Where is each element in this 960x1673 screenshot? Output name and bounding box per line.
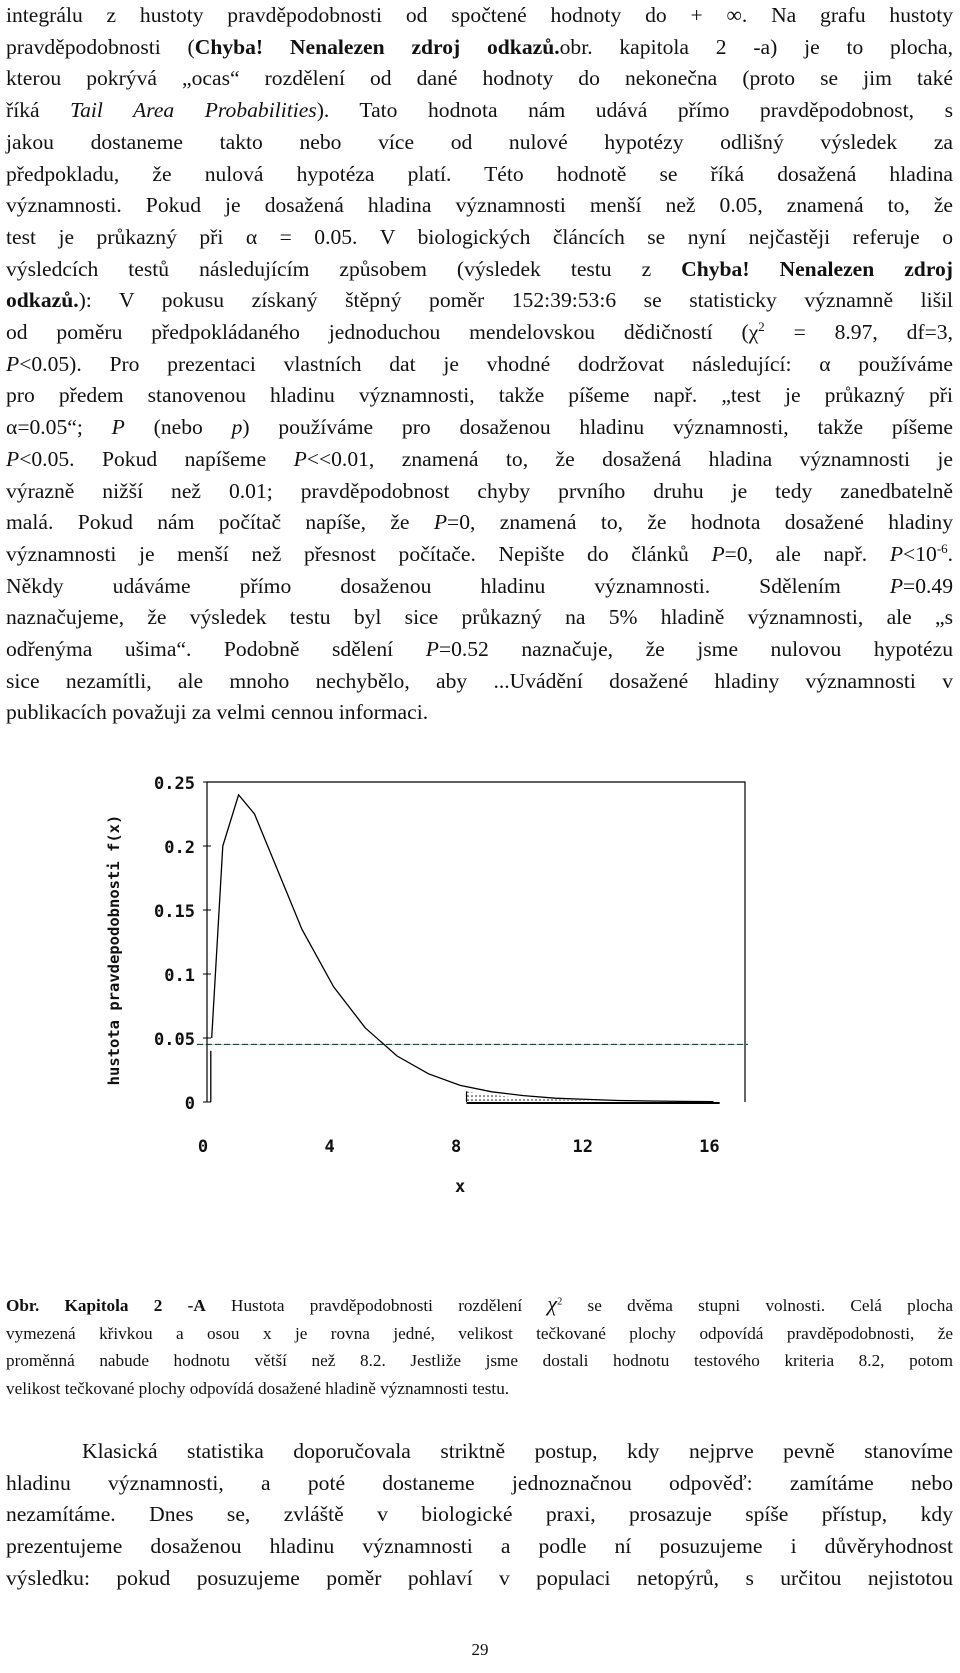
text-run: říká	[6, 98, 71, 123]
x-tick-label: 8	[451, 1137, 462, 1157]
caption-line: velikost tečkované plochy odpovídá dosažené hladině významnosti testu.	[6, 1378, 510, 1398]
text-run: publikacích považuji za velmi cennou informaci.	[6, 700, 429, 725]
text-line	[6, 32, 953, 64]
text-line	[6, 634, 953, 666]
chi-square-density-chart	[95, 774, 805, 1270]
y-tick-label: 0.25	[154, 774, 195, 794]
text-line: výsledku: pokud posuzujeme poměr pohlaví v populaci netopýrů, s určitou nejistotou	[6, 1565, 953, 1590]
text-run: .	[947, 541, 954, 566]
text-run: naznačujeme, že výsledek testu byl sice průkazný na 5% hladině významnosti, ale „s	[6, 605, 953, 630]
text-line	[6, 159, 953, 191]
caption-label: Obr. Kapitola 2 -A	[6, 1296, 206, 1315]
text-run: ). Tato hodnota nám udává přímo pravděpodobnost, s	[316, 98, 953, 123]
italic-symbol: P	[425, 637, 439, 662]
text-run: (nebo	[124, 415, 232, 440]
y-tick-label: 0.2	[164, 838, 195, 858]
text-line	[6, 697, 953, 729]
text-run: <<0.01, znamená to, že dosažená hladina významnosti je	[306, 446, 953, 471]
figure-caption	[6, 1290, 953, 1402]
text-line	[6, 222, 953, 254]
caption-line: proměnná nabude hodnotu větší než 8.2. Jestliže jsme dostali hodnotu testového kriteria 8.2, potom	[6, 1351, 953, 1371]
text-line	[6, 571, 953, 603]
text-run: ) používáme pro dosaženou hladinu významnosti, takže píšeme	[242, 415, 953, 440]
text-run: =0.52 naznačuje, že jsme nulovou hypotézu	[438, 637, 953, 662]
text-line	[6, 349, 953, 381]
text-line: hladinu významnosti, a poté dostaneme jednoznačnou odpověď: zamítáme nebo	[6, 1470, 953, 1495]
text-line	[6, 507, 953, 539]
text-line	[6, 412, 953, 444]
text-line: nezamítáme. Dnes se, zvláště v biologické praxi, prosazuje spíše přístup, kdy	[6, 1502, 953, 1527]
italic-symbol: P	[889, 541, 904, 566]
italic-symbol: P	[6, 446, 20, 471]
text-line	[6, 63, 953, 95]
y-axis-label: hustota pravdepodobnosti f(x)	[105, 814, 123, 1086]
text-run: =0, ale např.	[724, 541, 890, 566]
superscript: -6	[936, 540, 948, 556]
text-line	[6, 380, 953, 412]
text-line	[6, 0, 953, 32]
superscript: 2	[758, 318, 765, 334]
x-tick-label: 16	[699, 1137, 720, 1157]
y-tick-label: 0.05	[154, 1030, 195, 1050]
italic-symbol: P	[6, 351, 20, 376]
text-run: sice nezamítli, ale mnoho nechybělo, aby ...Uvádění dosažené hladiny významnosti v	[6, 668, 953, 693]
italic-term: Tail Area Probabilities	[70, 98, 317, 123]
text-run: jakou dostaneme takto nebo více od nulové hypotézy odlišný výsledek za	[6, 129, 953, 154]
text-line: Klasická statistika doporučovala striktně postup, kdy nejprve pevně stanovíme	[82, 1439, 953, 1463]
body-paragraph-1	[6, 0, 953, 729]
broken-reference-error: Chyba! Nenalezen zdroj odkazů.	[194, 34, 560, 59]
caption-line	[6, 1290, 953, 1320]
italic-symbol: p	[231, 415, 243, 440]
text-line	[6, 602, 953, 634]
text-run: výsledcích testů následujícím způsobem (výsledek testu z	[6, 256, 682, 281]
y-tick-label: 0.15	[154, 902, 195, 922]
text-run: = 8.97, df=3,	[764, 320, 953, 345]
text-run: kterou pokrývá „ocas“ rozdělení od dané hodnoty do nekonečna (proto se jim také	[6, 66, 953, 91]
broken-reference-error: Chyba! Nenalezen zdroj	[681, 256, 954, 281]
italic-symbol: P	[889, 573, 904, 598]
text-run: pro předem stanovenou hladinu významnosti, takže píšeme např. „test je průkazný při	[6, 383, 953, 408]
text-line	[6, 190, 953, 222]
text-run: od poměru předpokládaného jednoduchou mendelovskou dědičností (χ	[6, 320, 759, 345]
text-run: test je průkazný při α = 0.05. V biologických článcích se nyní nejčastěji referuje o	[6, 224, 953, 249]
body-paragraph-2	[6, 1436, 953, 1595]
x-tick-label: 0	[197, 1137, 209, 1157]
y-tick-label: 0.1	[164, 966, 195, 986]
text-run: významnosti. Pokud je dosažená hladina významnosti menší než 0.05, znamená to, že	[6, 193, 953, 218]
text-run: <0.05). Pro prezentaci vlastních dat je vhodné dodržovat následující: α používáme	[19, 351, 953, 376]
text-run: významnosti je menší než přesnost počítače. Nepište do článků	[6, 541, 712, 566]
italic-symbol: P	[433, 510, 448, 535]
text-run: Někdy udáváme přímo dosaženou hladinu významnosti. Sdělením	[6, 573, 890, 598]
text-run: =0, znamená to, že hodnota dosažené hladiny	[447, 510, 953, 535]
text-run: integrálu z hustoty pravděpodobnosti od spočtené hodnoty do + ∞. Na grafu hustoty	[6, 3, 953, 27]
text-run: =0.49	[903, 573, 953, 598]
text-line	[6, 539, 953, 571]
chi-symbol: χ	[547, 1291, 558, 1316]
x-tick-label: 12	[572, 1137, 594, 1157]
y-tick-label: 0	[184, 1094, 195, 1114]
text-run: obr. kapitola 2 -a) je to plocha,	[559, 34, 953, 59]
text-run: odřenýma ušima“. Podobně sdělení	[6, 637, 426, 662]
text-line	[6, 95, 953, 127]
text-run: <10	[903, 541, 937, 566]
superscript: 2	[557, 1296, 563, 1308]
plot-frame	[207, 782, 745, 1102]
x-axis-label: x	[455, 1177, 466, 1197]
density-curve	[212, 795, 714, 1102]
page-number: 29	[471, 1640, 489, 1659]
text-run: <0.05. Pokud napíšeme	[19, 446, 294, 471]
text-line	[6, 285, 953, 317]
caption-line: vymezená křivkou a osou x je rovna jedné, velikost tečkované plochy odpovídá pravděpodobnosti, že	[6, 1323, 953, 1343]
text-line	[6, 444, 953, 476]
text-run: malá. Pokud nám počítač napíše, že	[6, 510, 434, 535]
italic-symbol: P	[293, 446, 307, 471]
italic-symbol: P	[711, 541, 725, 566]
text-line	[6, 666, 953, 698]
text-line: prezentujeme dosaženou hladinu významnosti a podle ní posuzujeme i důvěryhodnost	[6, 1534, 953, 1559]
text-run: se dvěma stupni volnosti. Celá plocha	[562, 1296, 953, 1315]
text-run: předpokladu, že nulová hypotéza platí. Této hodnotě se říká dosažená hladina	[6, 161, 953, 186]
broken-reference-error: odkazů.	[6, 288, 79, 313]
text-run: Hustota pravděpodobnosti rozdělení	[205, 1296, 548, 1315]
text-run: výrazně nižší než 0.01; pravděpodobnost chyby prvního druhu je tedy zanedbatelně	[6, 478, 953, 503]
x-tick-label: 4	[324, 1137, 335, 1157]
text-line	[6, 476, 953, 508]
italic-symbol: P	[111, 415, 125, 440]
text-run: pravděpodobnosti (	[6, 34, 195, 59]
text-line	[6, 317, 953, 349]
text-line	[6, 127, 953, 159]
text-run: α=0.05“;	[6, 415, 112, 440]
text-run: ): V pokusu získaný štěpný poměr 152:39:53:6 se statisticky významně lišil	[78, 288, 953, 313]
text-line	[6, 254, 953, 286]
